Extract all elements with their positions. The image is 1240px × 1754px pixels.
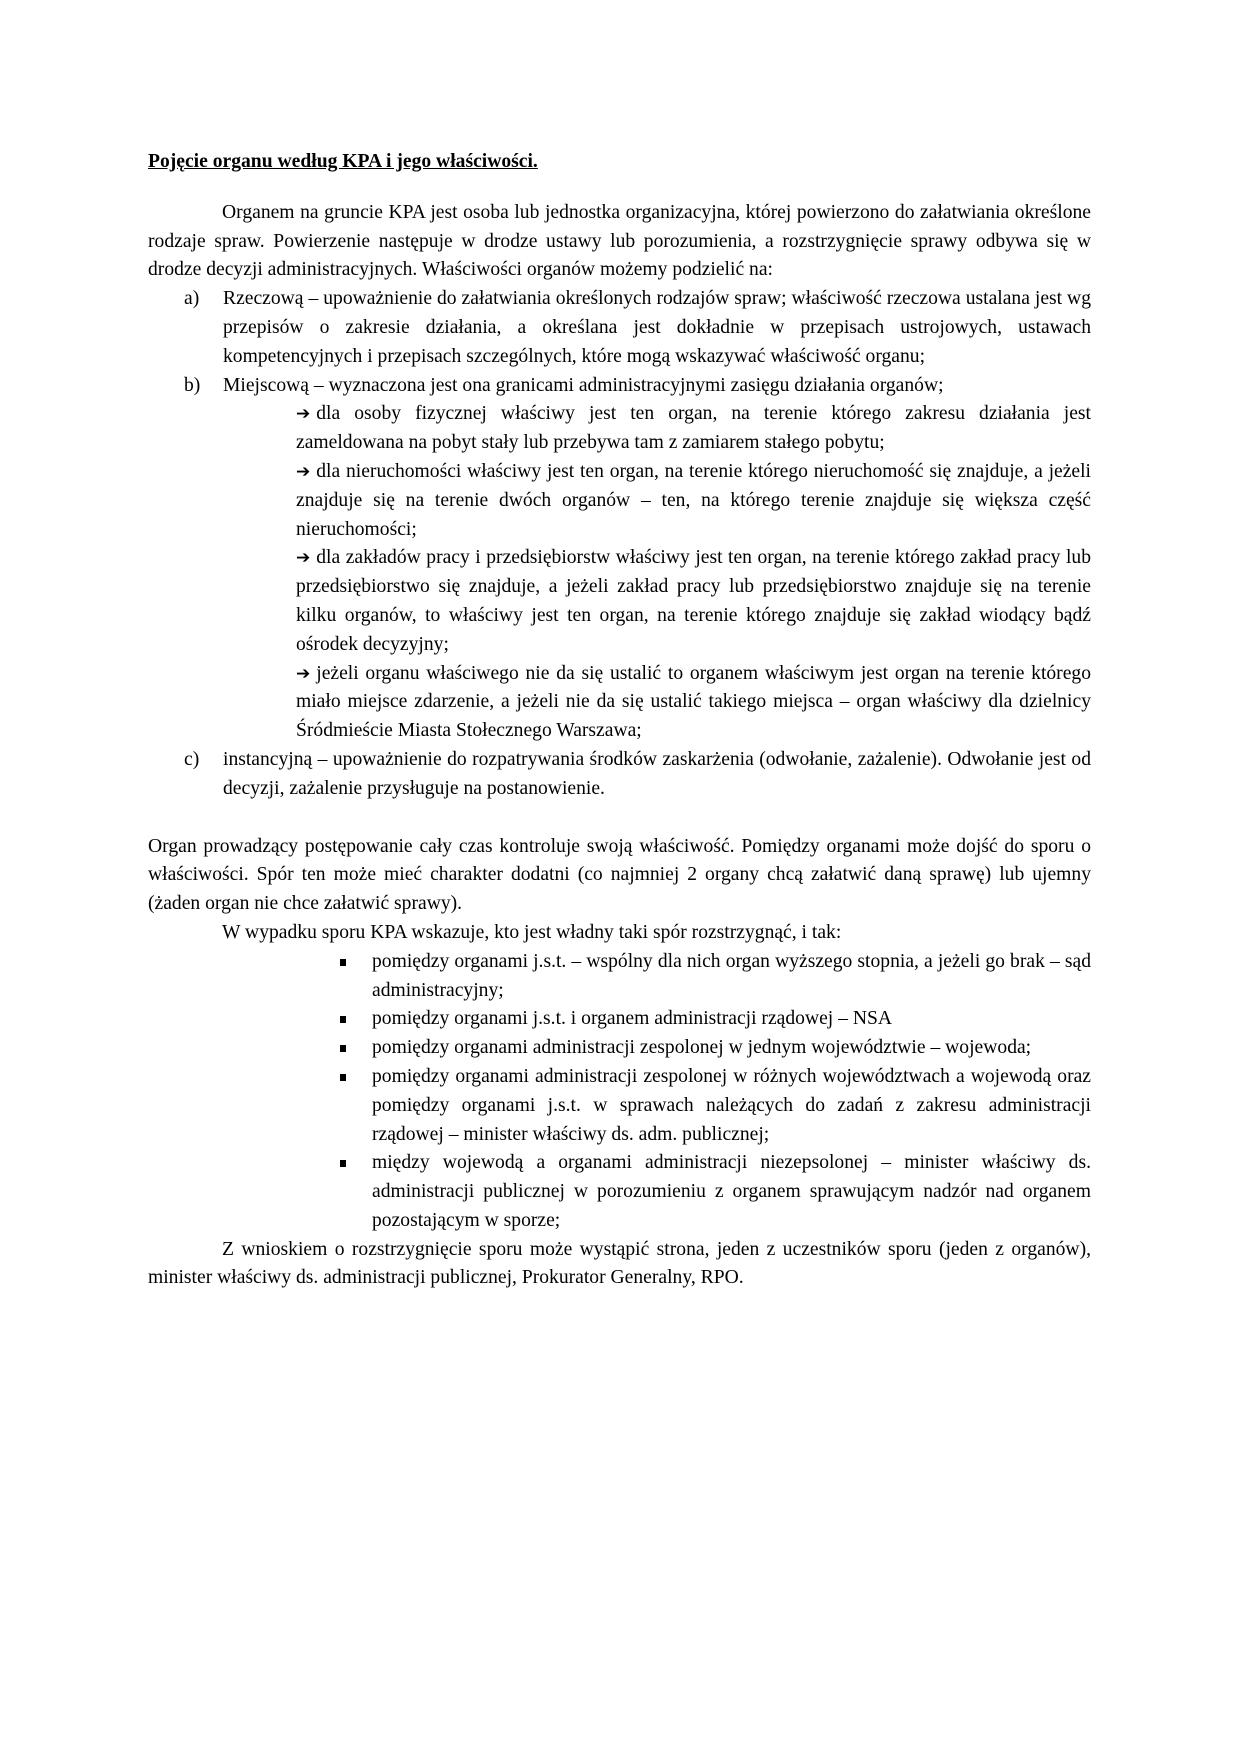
document-page (148, 148, 1091, 1293)
list-label: b) (184, 374, 201, 396)
bullet-square-icon (340, 959, 346, 966)
list-text: Rzeczową – upoważnienie do załatwiania określonych rodzajów spraw; właściwość rzeczowa ustalana jest wg przepisów o zakresie działania, a określana jest dokładnie w przepisach ustrojowych, ustawach kompetencyjnych i przepisach szczególnych, które mogą wskazywać właściwość organu; (223, 288, 1091, 367)
list-text: pomiędzy organami j.s.t. i organem administracji rządowej – NSA (372, 1008, 893, 1030)
bullet-square-icon (340, 1045, 346, 1052)
bullet-square-icon (340, 1160, 346, 1167)
list-text: dla zakładów pracy i przedsiębiorstw właściwy jest ten organ, na terenie którego zakład pracy lub przedsiębiorstwo się znajduje, a jeżeli zakład pracy lub przedsiębiorstwo znajduje się na terenie kilku organów, to właściwy jest ten organ, na terenie którego znajduje się zakład wiodący bądź ośrodek decyzyjny; (296, 547, 1091, 655)
dispute-paragraph: Organ prowadzący postępowanie cały czas kontroluje swoją właściwość. Pomiędzy organami może dojść do sporu o właściwości. Spór ten może mieć charakter dodatni (co najmniej 2 organy chcą załatwić daną sprawę) lub ujemny (żaden organ nie chce załatwić sprawy). (148, 835, 1091, 915)
closing-paragraph: Z wnioskiem o rozstrzygnięcie sporu może wystąpić strona, jeden z uczestników sporu (jeden z organów), minister właściwy ds. administracji publicznej, Prokurator Generalny, RPO. (148, 1238, 1091, 1289)
spacer (148, 804, 1091, 833)
list-item (296, 400, 1091, 458)
list-item (148, 372, 1091, 746)
dispute-rules-list (148, 948, 1091, 1236)
list-item (296, 544, 1091, 659)
list-item (148, 746, 1091, 804)
list-label: c) (184, 748, 200, 770)
competence-types-list (148, 285, 1091, 803)
document-title: Pojęcie organu według KPA i jego właściwości. (148, 151, 538, 172)
list-item (296, 660, 1091, 746)
list-item (372, 1005, 1091, 1034)
list-text: Miejscową – wyznaczona jest ona granicami administracyjnymi zasięgu działania organów; (223, 374, 944, 396)
intro-paragraph: Organem na gruncie KPA jest osoba lub jednostka organizacyjna, której powierzono do załatwiania określone rodzaje spraw. Powierzenie następuje w drodze ustawy lub porozumienia, a rozstrzygnięcie sprawy odbywa się w drodze decyzji administracyjnych. Właściwości organów możemy podzielić na: (148, 201, 1091, 281)
list-text: jeżeli organu właściwego nie da się ustalić to organem właściwym jest organ na terenie którego miało miejsce zdarzenie, a jeżeli nie da się ustalić takiego miejsca – organ właściwy dla dzielnicy Śródmieście Miasta Stołecznego Warszawa; (296, 662, 1091, 742)
arrow-right-icon: ➔ (296, 663, 311, 684)
bullet-square-icon (340, 1016, 346, 1023)
arrow-right-icon: ➔ (296, 461, 311, 482)
list-text: dla nieruchomości właściwy jest ten organ, na terenie którego nieruchomość się znajduje, a jeżeli znajduje się na terenie dwóch organów – ten, na którego terenie znajduje się większa część nieruchomości; (296, 460, 1091, 540)
list-text: instancyjną – upoważnienie do rozpatrywania środków zaskarżenia (odwołanie, zażalenie). Odwołanie jest od decyzji, zażalenie przysługuje na postanowienie. (223, 748, 1091, 799)
list-text: dla osoby fizycznej właściwy jest ten organ, na terenie którego zakresu działania jest zameldowana na pobyt stały lub przebywa tam z zamiarem stałego pobytu; (296, 403, 1091, 454)
arrow-right-icon: ➔ (296, 404, 311, 425)
list-item (372, 1149, 1091, 1235)
list-item (148, 285, 1091, 371)
arrow-right-icon: ➔ (296, 548, 311, 569)
list-label: a) (184, 288, 200, 310)
list-text: pomiędzy organami j.s.t. – wspólny dla nich organ wyższego stopnia, a jeżeli go brak – sąd administracyjny; (372, 950, 1091, 1001)
list-item (296, 458, 1091, 544)
dispute-intro: W wypadku sporu KPA wskazuje, kto jest władny taki spór rozstrzygnąć, i tak: (222, 921, 842, 943)
list-item (372, 948, 1091, 1006)
list-item (372, 1063, 1091, 1149)
bullet-square-icon (340, 1074, 346, 1081)
list-item (372, 1034, 1091, 1063)
list-text: pomiędzy organami administracji zespolonej w jednym województwie – wojewoda; (372, 1037, 1032, 1059)
local-rules-list (223, 400, 1091, 746)
list-text: między wojewodą a organami administracji niezepsolonej – minister właściwy ds. administracji publicznej w porozumieniu z organem sprawującym nadzór nad organem pozostającym w sporze; (372, 1152, 1091, 1231)
list-text: pomiędzy organami administracji zespolonej w różnych województwach a wojewodą oraz pomiędzy organami j.s.t. w sprawach należących do zadań z zakresu administracji rządowej – minister właściwy ds. adm. publicznej; (372, 1065, 1091, 1145)
